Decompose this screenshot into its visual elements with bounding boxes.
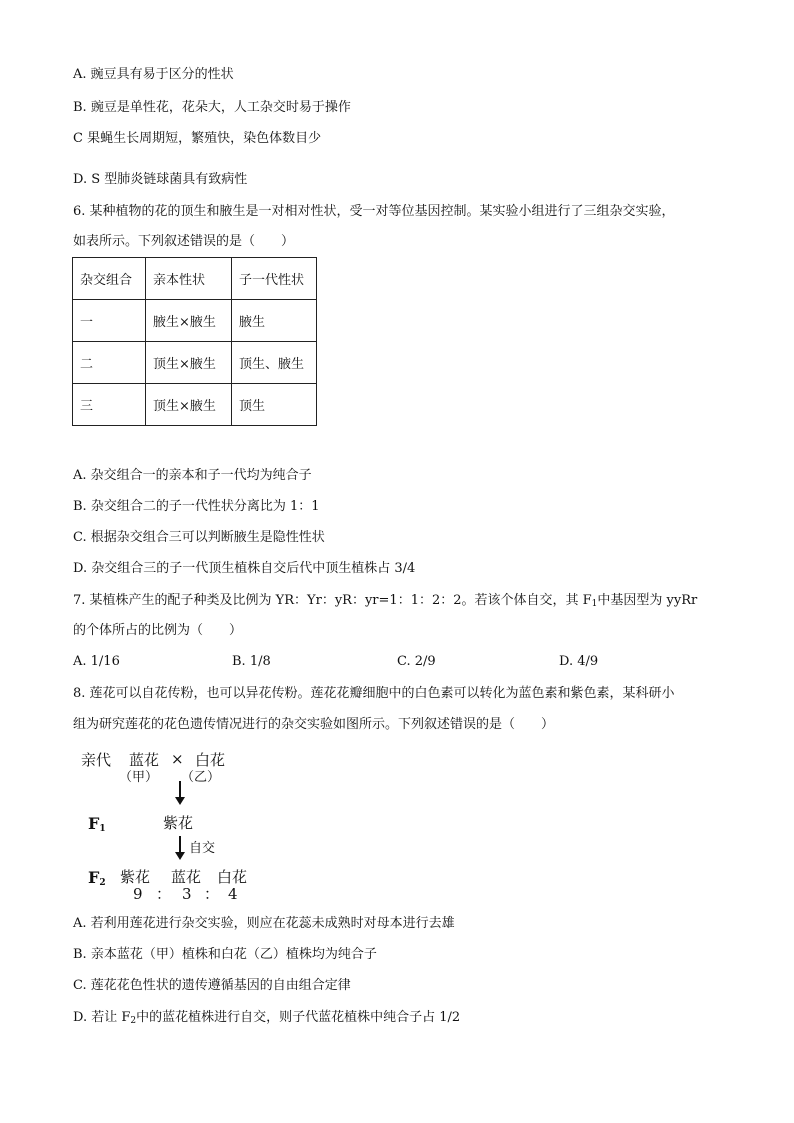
parent-a-label: 蓝花 <box>129 751 160 769</box>
q8-option-c: C. 莲花花色性状的遗传遵循基因的自由组合定律 <box>73 978 351 993</box>
ratio-value: 4 <box>228 885 238 903</box>
q6-option-d: D. 杂交组合三的子一代顶生植株自交后代中顶生植株占 3/4 <box>73 561 416 576</box>
table-cell: 顶生×腋生 <box>146 384 232 426</box>
table-header-cell: 子一代性状 <box>232 258 317 300</box>
q8-stem-line2: 组为研究莲花的花色遗传情况进行的杂交实验如图所示。下列叙述错误的是（ ） <box>73 717 555 732</box>
table-header-cell: 亲本性状 <box>146 258 232 300</box>
q7-option-a: A. 1/16 <box>73 654 120 669</box>
table-header-cell: 杂交组合 <box>73 258 146 300</box>
ratio-separator: ： <box>204 885 220 903</box>
table-row <box>73 300 317 342</box>
q8-option-d-subscript: 2 <box>130 1016 137 1026</box>
q8-option-d-text-a: D. 若让 F <box>73 1010 131 1025</box>
down-arrow-icon <box>175 781 185 805</box>
q6-option-c: C. 根据杂交组合三可以判断腋生是隐性性状 <box>73 530 325 545</box>
cross-diagram <box>78 745 278 903</box>
table-cell: 腋生×腋生 <box>146 300 232 342</box>
f1-subscript: 1 <box>99 824 106 834</box>
parent-label: 亲代 <box>81 751 112 769</box>
cross-table <box>72 257 317 426</box>
f2-value-blue: 蓝花 <box>171 868 202 886</box>
q7-option-d: D. 4/9 <box>559 654 599 669</box>
q7-option-b: B. 1/8 <box>232 654 271 669</box>
ratio-value: 3 <box>182 885 192 903</box>
table-cell: 二 <box>73 342 146 384</box>
table-cell: 腋生 <box>232 300 317 342</box>
f2-subscript: 2 <box>99 878 106 888</box>
f2-letter: F <box>88 868 100 887</box>
q5-option-c: C 果蝇生长周期短，繁殖快，染色体数目少 <box>73 131 322 146</box>
parent-b-tag: （乙） <box>181 770 221 785</box>
q5-option-d: D. S 型肺炎链球菌具有致病性 <box>73 172 248 187</box>
q8-stem-line1: 8. 莲花可以自花传粉，也可以异花传粉。莲花花瓣细胞中的白色素可以转化为蓝色素和紫色素，某科研小 <box>73 686 675 701</box>
q8-option-a: A. 若利用莲花进行杂交实验，则应在花蕊未成熟时对母本进行去雄 <box>73 916 455 931</box>
q8-option-b: B. 亲本蓝花（甲）植株和白花（乙）植株均为纯合子 <box>73 947 377 962</box>
q7-options-row <box>73 653 713 671</box>
cross-symbol: × <box>171 750 184 768</box>
table-header-row <box>73 258 317 300</box>
table-cell: 顶生×腋生 <box>146 342 232 384</box>
ratio-value: 9 <box>133 885 143 903</box>
table-row <box>73 342 317 384</box>
parent-a-tag: （甲） <box>119 770 159 785</box>
q5-option-a: A. 豌豆具有易于区分的性状 <box>73 67 234 82</box>
ratio-separator: ： <box>156 885 172 903</box>
f2-label <box>88 869 106 892</box>
q6-option-a: A. 杂交组合一的亲本和子一代均为纯合子 <box>73 468 312 483</box>
table-cell: 顶生 <box>232 384 317 426</box>
table-cell: 一 <box>73 300 146 342</box>
q6-stem-line1: 6. 某种植物的花的顶生和腋生是一对相对性状，受一对等位基因控制。某实验小组进行了三组杂交实验， <box>73 204 675 219</box>
table-row <box>73 384 317 426</box>
q6-option-b: B. 杂交组合二的子一代性状分离比为 1：1 <box>73 499 320 514</box>
q7-stem-line1 <box>73 592 697 613</box>
down-arrow-icon <box>175 836 185 860</box>
q7-stem-text-b: 中基因型为 yyRr <box>597 593 698 608</box>
table-cell: 三 <box>73 384 146 426</box>
q8-option-d-text-b: 中的蓝花植株进行自交，则子代蓝花植株中纯合子占 1/2 <box>136 1010 461 1025</box>
q5-option-b: B. 豌豆是单性花，花朵大，人工杂交时易于操作 <box>73 100 351 115</box>
f1-letter: F <box>88 814 100 833</box>
selfing-label: 自交 <box>189 841 216 856</box>
f2-value-purple: 紫花 <box>120 868 151 886</box>
parent-b-label: 白花 <box>195 751 226 769</box>
f1-value: 紫花 <box>163 814 194 832</box>
q8-option-d <box>73 1009 460 1030</box>
q7-stem-subscript: 1 <box>591 599 598 609</box>
q7-stem-line2: 的个体所占的比例为（ ） <box>73 623 243 638</box>
q7-stem-text-a: 7. 某植株产生的配子种类及比例为 YR：Yr：yR：yr=1：1：2：2。若该个体自交，其 F <box>73 593 592 608</box>
q6-stem-line2: 如表所示。下列叙述错误的是（ ） <box>73 234 295 249</box>
f2-value-white: 白花 <box>217 868 248 886</box>
q7-option-c: C. 2/9 <box>397 654 436 669</box>
f1-label <box>88 815 106 838</box>
table-cell: 顶生、腋生 <box>232 342 317 384</box>
